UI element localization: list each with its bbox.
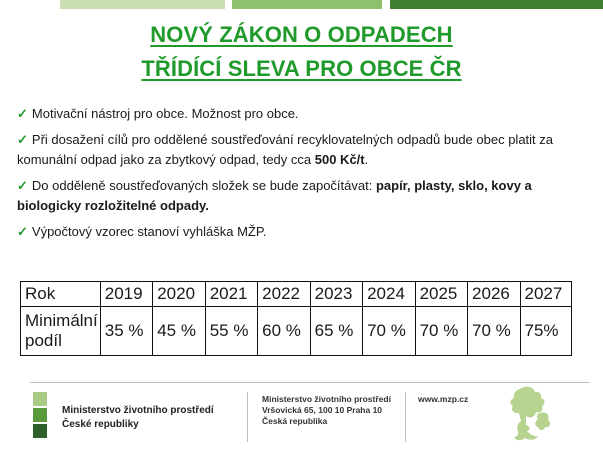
- table-values-label: [21, 307, 101, 356]
- bullet-text: Motivační nástroj pro obce. Možnost pro obce.: [31, 106, 299, 121]
- page-title-line1: NOVÝ ZÁKON O ODPADECH: [150, 22, 453, 47]
- table-value-cell: 60 %: [258, 307, 310, 356]
- table-values-row: [21, 307, 572, 356]
- table-value-cell: 70 %: [363, 307, 415, 356]
- table-year-cell: 2023: [310, 282, 362, 307]
- page-title-line2: TŘÍDÍCÍ SLEVA PRO OBCE ČR: [141, 56, 462, 81]
- bullet-list: [17, 104, 592, 248]
- table-value-cell: 70 %: [415, 307, 467, 356]
- recycling-targets-table: [20, 281, 572, 356]
- table-year-cell: 2022: [258, 282, 310, 307]
- footer-address-line3: Česká republika: [262, 416, 328, 426]
- table-value-cell: 65 %: [310, 307, 362, 356]
- top-accent-bar-3: [390, 0, 603, 9]
- table-header-label: Rok: [21, 282, 101, 307]
- footer-website-link[interactable]: www.mzp.cz: [418, 394, 469, 404]
- table-value-cell: 35 %: [100, 307, 152, 356]
- table-values-label-line2: podíl: [25, 331, 62, 350]
- footer-address: [262, 394, 391, 427]
- table-year-cell: 2026: [468, 282, 520, 307]
- ministry-logo-icon: [33, 392, 47, 438]
- bullet-item: [17, 104, 592, 124]
- footer-org-name: [62, 404, 214, 432]
- bullet-item: [17, 176, 592, 216]
- bullet-item: [17, 222, 592, 242]
- czech-lion-emblem-icon: [500, 383, 556, 445]
- table-values-label-line1: Minimální: [25, 311, 98, 330]
- bullet-text: Při dosažení cílů pro oddělené soustřeďování recyklovatelných odpadů bude obec platit za komunální odpad jako za zbytkový odpad, tedy cca: [17, 132, 554, 167]
- footer-org-line2: České republiky: [62, 419, 139, 430]
- checkmark-icon: ✓: [17, 106, 28, 121]
- bullet-text: Výpočtový vzorec stanoví vyhláška MŽP.: [31, 224, 267, 239]
- table-value-cell: 75%: [520, 307, 572, 356]
- table-header-row: [21, 282, 572, 307]
- table-year-cell: 2025: [415, 282, 467, 307]
- bullet-text-bold: papír, plasty, sklo, kovy a biologicky rozložitelné odpady.: [17, 178, 532, 213]
- table-year-cell: 2024: [363, 282, 415, 307]
- bullet-text: Do odděleně soustřeďovaných složek se bude započítávat:: [31, 178, 376, 193]
- bullet-item: [17, 130, 592, 170]
- table-year-cell: 2027: [520, 282, 572, 307]
- footer-separator: [247, 392, 248, 442]
- bullet-text-bold: 500 Kč/t: [314, 152, 365, 167]
- top-accent-bar-1: [60, 0, 225, 9]
- footer-address-line1: Ministerstvo životního prostředí: [262, 394, 391, 404]
- table-year-cell: 2019: [100, 282, 152, 307]
- checkmark-icon: ✓: [17, 224, 28, 239]
- checkmark-icon: ✓: [17, 132, 28, 147]
- top-accent-bar-2: [232, 0, 382, 9]
- table-value-cell: 70 %: [468, 307, 520, 356]
- table-year-cell: 2021: [205, 282, 257, 307]
- footer-org-line1: Ministerstvo životního prostředí: [62, 405, 214, 416]
- footer-address-line2: Vršovická 65, 100 10 Praha 10: [262, 405, 383, 415]
- table-value-cell: 55 %: [205, 307, 257, 356]
- table-value-cell: 45 %: [153, 307, 205, 356]
- table-year-cell: 2020: [153, 282, 205, 307]
- bullet-text-suffix: .: [364, 152, 369, 167]
- footer-separator: [405, 392, 406, 442]
- checkmark-icon: ✓: [17, 178, 28, 193]
